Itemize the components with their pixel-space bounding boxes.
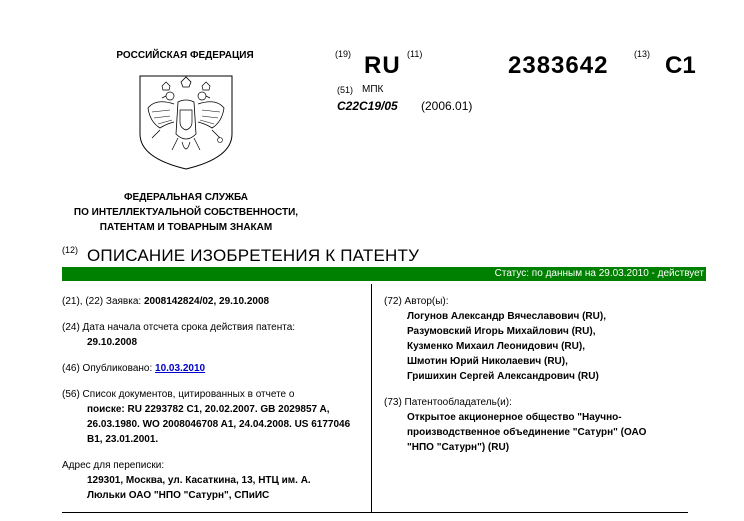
status-text: Статус: по данным на 29.03.2010 - действует [494,268,704,279]
code-19: (19) [335,49,352,59]
owner-label: (73) Патентообладатель(и): [384,397,512,408]
code-12: (12) [62,245,79,255]
agency-name [62,190,310,235]
russian-coat-of-arms-icon [134,72,238,172]
application-row [62,294,269,309]
kind-code: C1 [665,52,696,79]
patent-number: 2383642 [508,52,609,79]
owner-line: "НПО "Сатурн") (RU) [407,442,510,453]
authors-label: (72) Автор(ы): [384,296,449,307]
author-name: Шмотин Юрий Николаевич (RU), [407,356,568,367]
country-name: РОССИЙСКАЯ ФЕДЕРАЦИЯ [116,50,254,61]
agency-line: ФЕДЕРАЛЬНАЯ СЛУЖБА [123,192,249,203]
country-code: RU [364,52,401,79]
agency-line: ПАТЕНТАМ И ТОВАРНЫМ ЗНАКАМ [99,222,273,233]
code-11: (11) [407,49,423,59]
address-line: 129301, Москва, ул. Касаткина, 13, НТЦ им. А. [87,475,311,486]
ipc-version: (2006.01) [421,99,473,113]
status-bar [62,267,706,281]
author-name: Гришихин Сергей Александрович (RU) [407,371,599,382]
agency-line: ПО ИНТЕЛЛЕКТУАЛЬНОЙ СОБСТВЕННОСТИ, [73,207,299,218]
start-date-label: (24) Дата начала отсчета срока действия патента: [62,322,296,333]
owner-line: производственное объединение "Сатурн" (ОАО [407,427,647,438]
application-label: (21), (22) Заявка: [62,296,142,307]
cited-line-prefix: поиске: RU 2293782 C1, 20.02.2007. GB 2029857 A, [87,404,330,415]
published-row [62,361,205,376]
code-13: (13) [634,49,651,59]
author-name: Кузменко Михаил Леонидович (RU), [407,341,585,352]
address-line: Люльки ОАО "НПО "Сатурн", СПиИС [87,490,270,501]
start-date-value: 29.10.2008 [87,337,138,348]
author-name: Логунов Александр Вячеславович (RU), [407,311,606,322]
owner-line: Открытое акционерное общество "Научно- [407,412,622,423]
mpk-label: МПК [362,84,384,95]
published-date-link[interactable]: 10.03.2010 [155,363,206,374]
ipc-class: C22C19/05 [337,99,398,113]
code-51: (51) [337,85,354,95]
cited-label: (56) Список документов, цитированных в отчете о [62,389,295,400]
column-divider [371,284,372,512]
bottom-rule [62,512,688,513]
cited-line [87,402,330,417]
cited-line: B1, 23.01.2001. [87,434,159,445]
published-label: (46) Опубликовано: [62,363,153,374]
cited-line: 26.03.1980. WO 2008046708 A1, 24.04.2008. US 6177046 [87,419,351,430]
document-title: ОПИСАНИЕ ИЗОБРЕТЕНИЯ К ПАТЕНТУ [87,246,420,265]
author-name: Разумовский Игорь Михайлович (RU), [407,326,596,337]
application-value: 2008142824/02, 29.10.2008 [143,296,270,307]
address-label: Адрес для переписки: [62,460,165,471]
